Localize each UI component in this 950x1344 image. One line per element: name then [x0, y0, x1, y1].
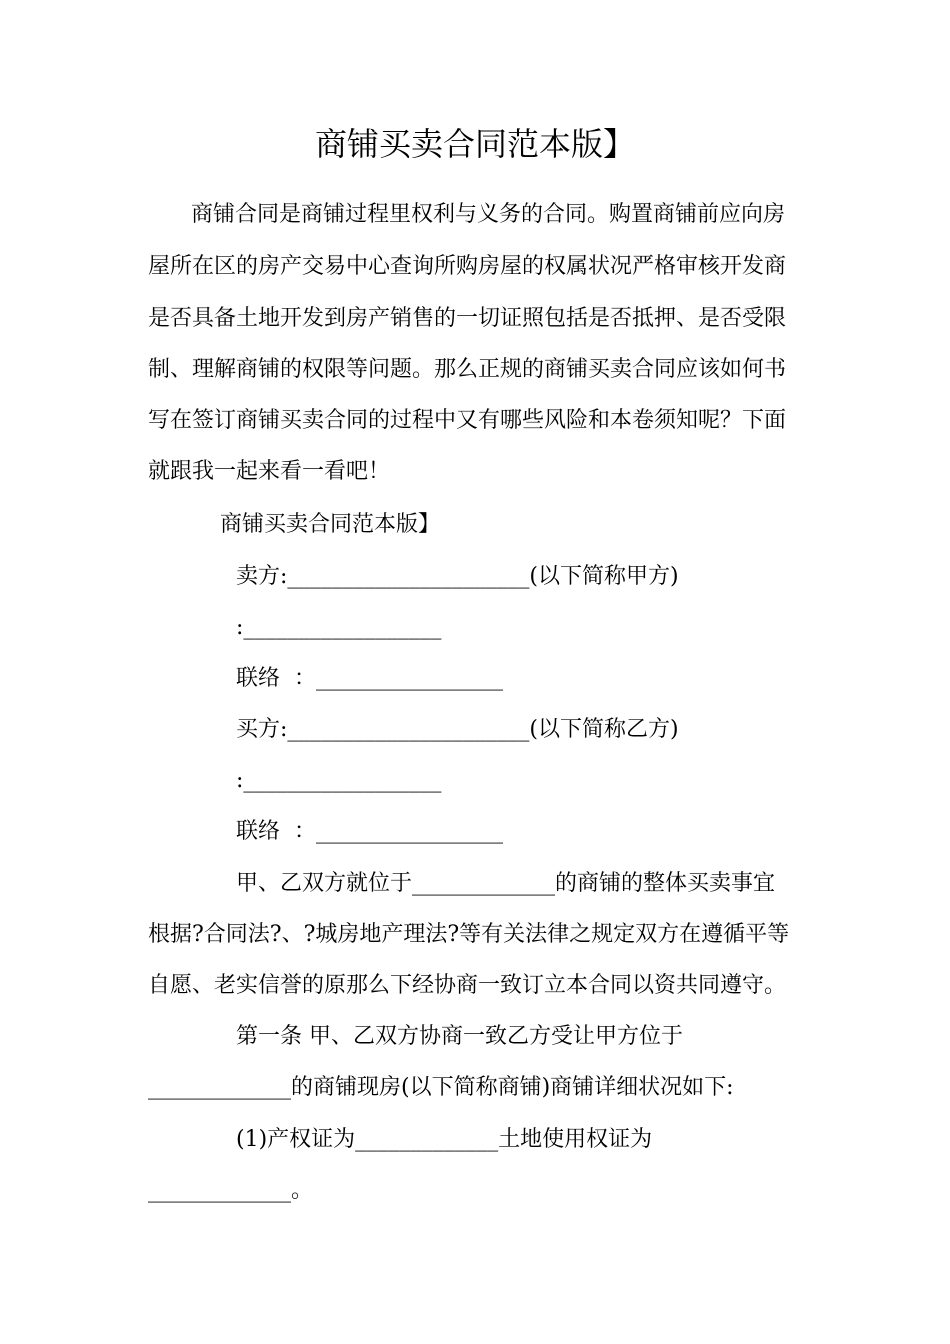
item1-line-1: (1)产权证为_____________土地使用权证为	[236, 1127, 653, 1152]
buyer-line: 买方:______________________(以下简称乙方)	[236, 717, 679, 742]
buyer-contact-line: 联络 ：_________________	[236, 819, 503, 844]
intro-line-5: 写在签订商铺买卖合同的过程中又有哪些风险和本卷须知呢？下面	[148, 408, 787, 433]
document-title: 商铺买卖合同范本版】	[314, 125, 635, 163]
agreement-line-1: 甲、乙双方就位于_____________的商铺的整体买卖事宜	[236, 871, 776, 896]
article1-line-1: 第一条 甲、乙双方协商一致乙方受让甲方位于	[236, 1024, 683, 1049]
seller-contact-line: 联络 ：_________________	[236, 666, 503, 691]
intro-line-1: 商铺合同是商铺过程里权利与义务的合同。购置商铺前应向房	[191, 202, 786, 227]
agreement-line-2: 根据?合同法?、?城房地产理法?等有关法律之规定双方在遵循平等	[148, 922, 790, 947]
buyer-colon-line: :__________________	[236, 768, 442, 793]
seller-line: 卖方:______________________(以下简称甲方)	[236, 564, 679, 589]
intro-line-6: 就跟我一起来看一看吧！	[148, 459, 391, 484]
intro-line-3: 是否具备土地开发到房产销售的一切证照包括是否抵押、是否受限	[148, 306, 787, 331]
seller-colon-line: :__________________	[236, 615, 442, 640]
intro-line-2: 屋所在区的房产交易中心查询所购房屋的权属状况严格审核开发商	[148, 254, 787, 279]
intro-line-4: 制、理解商铺的权限等问题。那么正规的商铺买卖合同应该如何书	[148, 357, 787, 382]
article1-line-2: _____________的商铺现房(以下简称商铺)商铺详细状况如下:	[148, 1075, 734, 1100]
item1-line-2: _____________。	[148, 1178, 314, 1203]
contract-subtitle: 商铺买卖合同范本版】	[220, 512, 441, 537]
agreement-line-3: 自愿、老实信誉的原那么下经协商一致订立本合同以资共同遵守。	[148, 973, 787, 998]
